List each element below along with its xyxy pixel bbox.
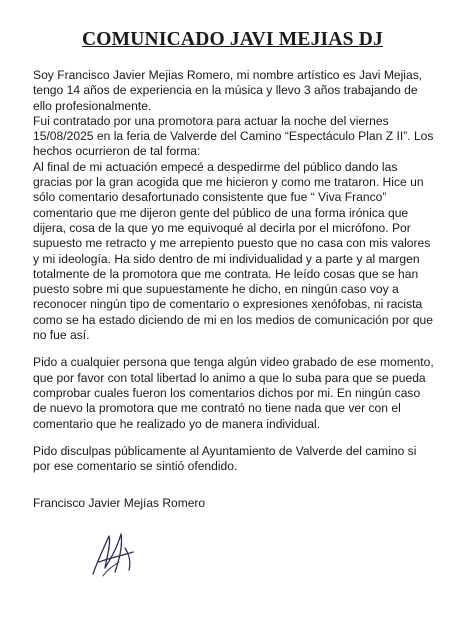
paragraph-apology: Pido disculpas públicamente al Ayuntamiento de Valverde del camino si por ese comentario se sintió ofendido.	[33, 443, 417, 474]
document-title: COMUNICADO JAVI MEJIAS DJ	[82, 29, 383, 50]
paragraph-gap	[33, 432, 435, 444]
handwritten-signature	[85, 522, 145, 582]
signatory-name: Francisco Javier Mejías Romero	[33, 496, 206, 510]
document-body	[33, 68, 435, 474]
paragraph-video-request: Pido a cualquier persona que tenga algún video grabado de ese momento, que por favor con total libertad lo animo a que lo suba para que se pueda comprobar cuales fueron los comentarios dichos por mi. En ningún caso de nuevo la promotora que me contrató no tiene nada que ver con el comentario que he realizado yo de manera individual.	[33, 355, 434, 431]
paragraph-contract: Fui contratado por una promotora para actuar la noche del viernes 15/08/2025 en la feria de Valverde del Camino “Espectáculo Plan Z II”. Los hechos ocurrieron de tal forma:	[33, 113, 434, 159]
paragraph-events: Al final de mi actuación empecé a despedirme del público dando las gracias por la gran acogida que me hicieron y como me trataron. Hice un sólo comentario desafortunado consistente que fue “ Viva Franco” comentario que me dijeron gente del público de una forma irónica que dijera, cosa de la que yo me equivoqué al decirla por el micrófono. Por supuesto me retracto y me arrepiento puesto que no casa con mis valores y mi ideología. Ha sido dentro de mi individualidad y a parte y al margen totalmente de la promotora que me contrata. He leído cosas que se han puesto sobre mi que supuestamente he dicho, en ningún caso voy a reconocer ningún tipo de comentario o expresiones xenófobas, ni racista como se ha estado diciendo de mi en los medios de comunicación por que no fue así.	[33, 159, 434, 343]
paragraph-gap	[33, 343, 435, 355]
paragraph-intro: Soy Francisco Javier Mejias Romero, mi nombre artístico es Javi Mejias, tengo 14 años de experiencia en la música y llevo 3 años trabajando de ello profesionalmente.	[33, 68, 423, 113]
